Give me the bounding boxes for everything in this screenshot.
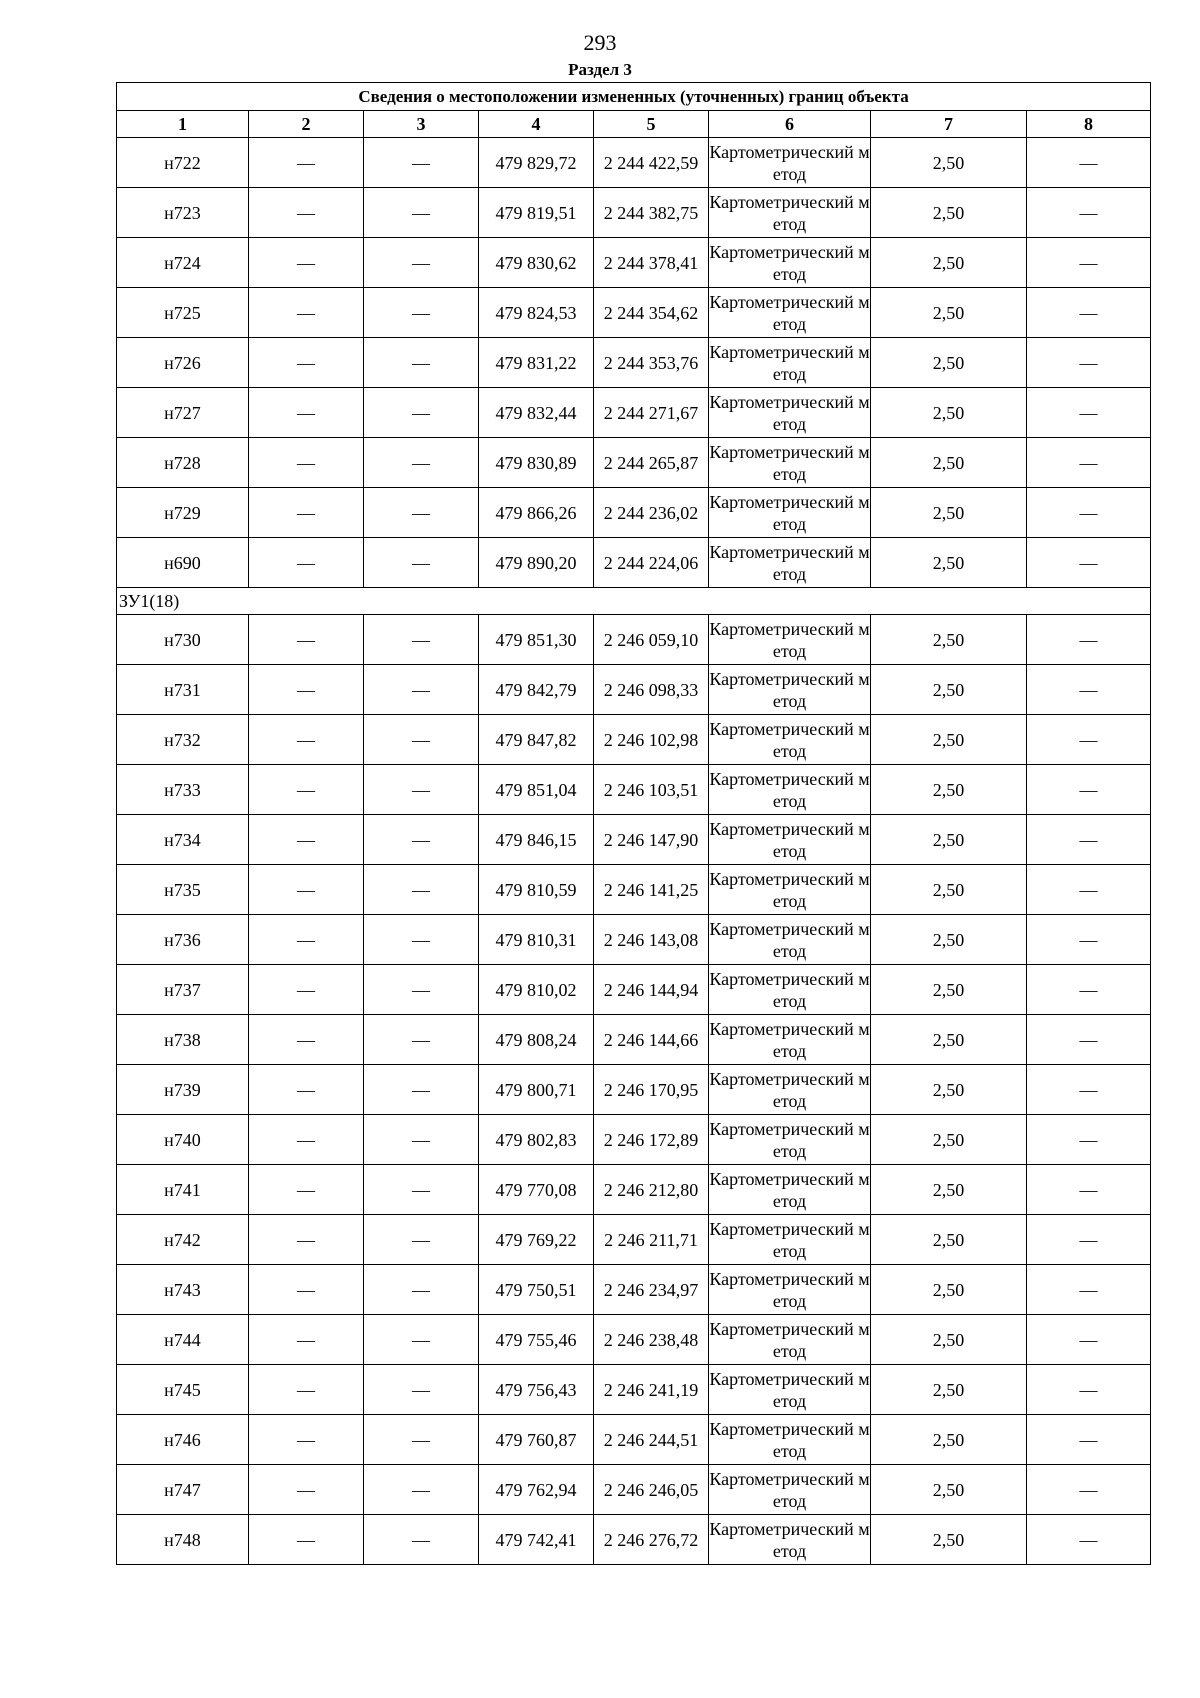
column-number: 3 <box>364 111 479 138</box>
accuracy-cell: 2,50 <box>871 1065 1027 1115</box>
column-3-cell: — <box>364 1065 479 1115</box>
y-coordinate-cell: 2 246 246,05 <box>594 1465 709 1515</box>
column-numbers-row <box>117 111 1151 138</box>
point-cell: н741 <box>117 1165 249 1215</box>
column-number: 7 <box>871 111 1027 138</box>
column-8-cell: — <box>1027 965 1151 1015</box>
method-cell: Картометрический метод <box>709 138 871 188</box>
accuracy-cell: 2,50 <box>871 1315 1027 1365</box>
point-cell: н747 <box>117 1465 249 1515</box>
column-3-cell: — <box>364 288 479 338</box>
x-coordinate-cell: 479 832,44 <box>479 388 594 438</box>
x-coordinate-cell: 479 769,22 <box>479 1215 594 1265</box>
accuracy-cell: 2,50 <box>871 965 1027 1015</box>
table-row <box>117 865 1151 915</box>
point-cell: н722 <box>117 138 249 188</box>
table-row <box>117 1165 1151 1215</box>
method-cell: Картометрический метод <box>709 865 871 915</box>
point-cell: н748 <box>117 1515 249 1565</box>
column-2-cell: — <box>249 1065 364 1115</box>
column-2-cell: — <box>249 238 364 288</box>
x-coordinate-cell: 479 851,30 <box>479 615 594 665</box>
column-number: 8 <box>1027 111 1151 138</box>
method-cell: Картометрический метод <box>709 188 871 238</box>
column-8-cell: — <box>1027 865 1151 915</box>
column-3-cell: — <box>364 715 479 765</box>
column-2-cell: — <box>249 665 364 715</box>
table-row <box>117 765 1151 815</box>
column-number: 1 <box>117 111 249 138</box>
method-cell: Картометрический метод <box>709 288 871 338</box>
accuracy-cell: 2,50 <box>871 1115 1027 1165</box>
y-coordinate-cell: 2 246 212,80 <box>594 1165 709 1215</box>
column-8-cell: — <box>1027 538 1151 588</box>
column-2-cell: — <box>249 538 364 588</box>
method-cell: Картометрический метод <box>709 1215 871 1265</box>
y-coordinate-cell: 2 244 422,59 <box>594 138 709 188</box>
column-3-cell: — <box>364 1015 479 1065</box>
x-coordinate-cell: 479 810,59 <box>479 865 594 915</box>
method-cell: Картометрический метод <box>709 1015 871 1065</box>
column-8-cell: — <box>1027 665 1151 715</box>
column-3-cell: — <box>364 238 479 288</box>
point-cell: н744 <box>117 1315 249 1365</box>
column-number: 6 <box>709 111 871 138</box>
column-3-cell: — <box>364 488 479 538</box>
table-row <box>117 665 1151 715</box>
table-row <box>117 815 1151 865</box>
column-2-cell: — <box>249 1415 364 1465</box>
method-cell: Картометрический метод <box>709 915 871 965</box>
x-coordinate-cell: 479 847,82 <box>479 715 594 765</box>
x-coordinate-cell: 479 824,53 <box>479 288 594 338</box>
column-8-cell: — <box>1027 1365 1151 1415</box>
column-8-cell: — <box>1027 138 1151 188</box>
point-cell: н730 <box>117 615 249 665</box>
point-cell: н736 <box>117 915 249 965</box>
accuracy-cell: 2,50 <box>871 488 1027 538</box>
table-row <box>117 1065 1151 1115</box>
point-cell: н723 <box>117 188 249 238</box>
table-row <box>117 615 1151 665</box>
column-8-cell: — <box>1027 615 1151 665</box>
method-cell: Картометрический метод <box>709 765 871 815</box>
method-cell: Картометрический метод <box>709 1115 871 1165</box>
y-coordinate-cell: 2 246 211,71 <box>594 1215 709 1265</box>
column-2-cell: — <box>249 1365 364 1415</box>
point-cell: н727 <box>117 388 249 438</box>
y-coordinate-cell: 2 246 170,95 <box>594 1065 709 1115</box>
column-8-cell: — <box>1027 1315 1151 1365</box>
y-coordinate-cell: 2 246 244,51 <box>594 1415 709 1465</box>
x-coordinate-cell: 479 830,62 <box>479 238 594 288</box>
accuracy-cell: 2,50 <box>871 188 1027 238</box>
y-coordinate-cell: 2 246 141,25 <box>594 865 709 915</box>
accuracy-cell: 2,50 <box>871 338 1027 388</box>
y-coordinate-cell: 2 246 144,66 <box>594 1015 709 1065</box>
table-row <box>117 338 1151 388</box>
column-2-cell: — <box>249 715 364 765</box>
x-coordinate-cell: 479 846,15 <box>479 815 594 865</box>
method-cell: Картометрический метод <box>709 1265 871 1315</box>
table-row <box>117 238 1151 288</box>
table-row <box>117 188 1151 238</box>
table-row <box>117 1015 1151 1065</box>
column-3-cell: — <box>364 538 479 588</box>
table-row <box>117 438 1151 488</box>
x-coordinate-cell: 479 866,26 <box>479 488 594 538</box>
accuracy-cell: 2,50 <box>871 138 1027 188</box>
coordinates-table <box>116 82 1151 1565</box>
point-cell: н733 <box>117 765 249 815</box>
point-cell: н729 <box>117 488 249 538</box>
method-cell: Картометрический метод <box>709 665 871 715</box>
column-8-cell: — <box>1027 488 1151 538</box>
point-cell: н738 <box>117 1015 249 1065</box>
column-8-cell: — <box>1027 815 1151 865</box>
point-cell: н725 <box>117 288 249 338</box>
y-coordinate-cell: 2 244 382,75 <box>594 188 709 238</box>
column-2-cell: — <box>249 188 364 238</box>
y-coordinate-cell: 2 246 102,98 <box>594 715 709 765</box>
method-cell: Картометрический метод <box>709 1315 871 1365</box>
column-3-cell: — <box>364 615 479 665</box>
x-coordinate-cell: 479 819,51 <box>479 188 594 238</box>
table-row <box>117 715 1151 765</box>
accuracy-cell: 2,50 <box>871 665 1027 715</box>
table-row <box>117 538 1151 588</box>
y-coordinate-cell: 2 246 276,72 <box>594 1515 709 1565</box>
column-2-cell: — <box>249 388 364 438</box>
point-cell: н739 <box>117 1065 249 1115</box>
column-2-cell: — <box>249 1015 364 1065</box>
y-coordinate-cell: 2 244 378,41 <box>594 238 709 288</box>
accuracy-cell: 2,50 <box>871 765 1027 815</box>
column-8-cell: — <box>1027 238 1151 288</box>
column-8-cell: — <box>1027 1065 1151 1115</box>
point-cell: н726 <box>117 338 249 388</box>
column-8-cell: — <box>1027 765 1151 815</box>
column-3-cell: — <box>364 1165 479 1215</box>
accuracy-cell: 2,50 <box>871 1465 1027 1515</box>
method-cell: Картометрический метод <box>709 338 871 388</box>
method-cell: Картометрический метод <box>709 1465 871 1515</box>
table-row <box>117 915 1151 965</box>
y-coordinate-cell: 2 246 144,94 <box>594 965 709 1015</box>
column-2-cell: — <box>249 1215 364 1265</box>
column-8-cell: — <box>1027 338 1151 388</box>
column-2-cell: — <box>249 815 364 865</box>
column-8-cell: — <box>1027 188 1151 238</box>
column-3-cell: — <box>364 1115 479 1165</box>
column-3-cell: — <box>364 138 479 188</box>
table-row <box>117 1515 1151 1565</box>
accuracy-cell: 2,50 <box>871 1515 1027 1565</box>
accuracy-cell: 2,50 <box>871 865 1027 915</box>
point-cell: н737 <box>117 965 249 1015</box>
x-coordinate-cell: 479 742,41 <box>479 1515 594 1565</box>
y-coordinate-cell: 2 246 241,19 <box>594 1365 709 1415</box>
table-row <box>117 1415 1151 1465</box>
table-row <box>117 1365 1151 1415</box>
column-3-cell: — <box>364 815 479 865</box>
x-coordinate-cell: 479 802,83 <box>479 1115 594 1165</box>
column-3-cell: — <box>364 1265 479 1315</box>
accuracy-cell: 2,50 <box>871 1165 1027 1215</box>
accuracy-cell: 2,50 <box>871 288 1027 338</box>
column-8-cell: — <box>1027 1415 1151 1465</box>
point-cell: н740 <box>117 1115 249 1165</box>
y-coordinate-cell: 2 246 098,33 <box>594 665 709 715</box>
column-8-cell: — <box>1027 1515 1151 1565</box>
page-number: 293 <box>583 30 617 55</box>
column-number: 5 <box>594 111 709 138</box>
table-caption-row <box>117 83 1151 111</box>
method-cell: Картометрический метод <box>709 238 871 288</box>
x-coordinate-cell: 479 770,08 <box>479 1165 594 1215</box>
accuracy-cell: 2,50 <box>871 538 1027 588</box>
table-row <box>117 488 1151 538</box>
table-row <box>117 288 1151 338</box>
x-coordinate-cell: 479 831,22 <box>479 338 594 388</box>
column-3-cell: — <box>364 1365 479 1415</box>
point-cell: н735 <box>117 865 249 915</box>
column-8-cell: — <box>1027 438 1151 488</box>
column-8-cell: — <box>1027 1265 1151 1315</box>
table-row <box>117 1115 1151 1165</box>
method-cell: Картометрический метод <box>709 815 871 865</box>
method-cell: Картометрический метод <box>709 538 871 588</box>
x-coordinate-cell: 479 750,51 <box>479 1265 594 1315</box>
column-3-cell: — <box>364 1515 479 1565</box>
column-3-cell: — <box>364 388 479 438</box>
column-2-cell: — <box>249 915 364 965</box>
x-coordinate-cell: 479 755,46 <box>479 1315 594 1365</box>
column-8-cell: — <box>1027 1215 1151 1265</box>
y-coordinate-cell: 2 246 059,10 <box>594 615 709 665</box>
column-2-cell: — <box>249 765 364 815</box>
point-cell: н742 <box>117 1215 249 1265</box>
section-title: Раздел 3 <box>568 60 632 79</box>
y-coordinate-cell: 2 244 265,87 <box>594 438 709 488</box>
column-8-cell: — <box>1027 288 1151 338</box>
column-2-cell: — <box>249 438 364 488</box>
point-cell: н743 <box>117 1265 249 1315</box>
table-row <box>117 1465 1151 1515</box>
x-coordinate-cell: 479 842,79 <box>479 665 594 715</box>
column-2-cell: — <box>249 488 364 538</box>
point-cell: н728 <box>117 438 249 488</box>
y-coordinate-cell: 2 246 143,08 <box>594 915 709 965</box>
method-cell: Картометрический метод <box>709 438 871 488</box>
point-cell: н724 <box>117 238 249 288</box>
column-2-cell: — <box>249 615 364 665</box>
column-2-cell: — <box>249 965 364 1015</box>
accuracy-cell: 2,50 <box>871 1015 1027 1065</box>
column-8-cell: — <box>1027 1015 1151 1065</box>
x-coordinate-cell: 479 890,20 <box>479 538 594 588</box>
method-cell: Картометрический метод <box>709 1415 871 1465</box>
method-cell: Картометрический метод <box>709 388 871 438</box>
column-2-cell: — <box>249 1515 364 1565</box>
accuracy-cell: 2,50 <box>871 1265 1027 1315</box>
column-2-cell: — <box>249 1315 364 1365</box>
y-coordinate-cell: 2 246 234,97 <box>594 1265 709 1315</box>
group-row <box>117 588 1151 615</box>
x-coordinate-cell: 479 762,94 <box>479 1465 594 1515</box>
column-2-cell: — <box>249 338 364 388</box>
y-coordinate-cell: 2 244 236,02 <box>594 488 709 538</box>
column-number: 2 <box>249 111 364 138</box>
method-cell: Картометрический метод <box>709 615 871 665</box>
point-cell: н734 <box>117 815 249 865</box>
accuracy-cell: 2,50 <box>871 715 1027 765</box>
accuracy-cell: 2,50 <box>871 1415 1027 1465</box>
method-cell: Картометрический метод <box>709 1065 871 1115</box>
y-coordinate-cell: 2 246 103,51 <box>594 765 709 815</box>
x-coordinate-cell: 479 760,87 <box>479 1415 594 1465</box>
x-coordinate-cell: 479 810,02 <box>479 965 594 1015</box>
point-cell: н731 <box>117 665 249 715</box>
method-cell: Картометрический метод <box>709 488 871 538</box>
table-row <box>117 1215 1151 1265</box>
column-3-cell: — <box>364 188 479 238</box>
column-2-cell: — <box>249 1465 364 1515</box>
x-coordinate-cell: 479 810,31 <box>479 915 594 965</box>
column-3-cell: — <box>364 765 479 815</box>
method-cell: Картометрический метод <box>709 715 871 765</box>
column-8-cell: — <box>1027 1165 1151 1215</box>
y-coordinate-cell: 2 246 147,90 <box>594 815 709 865</box>
point-cell: н745 <box>117 1365 249 1415</box>
point-cell: н690 <box>117 538 249 588</box>
table-row <box>117 1265 1151 1315</box>
column-3-cell: — <box>364 665 479 715</box>
accuracy-cell: 2,50 <box>871 388 1027 438</box>
column-2-cell: — <box>249 865 364 915</box>
accuracy-cell: 2,50 <box>871 815 1027 865</box>
column-2-cell: — <box>249 138 364 188</box>
y-coordinate-cell: 2 246 238,48 <box>594 1315 709 1365</box>
column-2-cell: — <box>249 1165 364 1215</box>
column-3-cell: — <box>364 438 479 488</box>
accuracy-cell: 2,50 <box>871 915 1027 965</box>
accuracy-cell: 2,50 <box>871 438 1027 488</box>
table-row <box>117 1315 1151 1365</box>
y-coordinate-cell: 2 244 224,06 <box>594 538 709 588</box>
column-2-cell: — <box>249 288 364 338</box>
x-coordinate-cell: 479 829,72 <box>479 138 594 188</box>
column-8-cell: — <box>1027 1465 1151 1515</box>
column-2-cell: — <box>249 1265 364 1315</box>
column-3-cell: — <box>364 1315 479 1365</box>
accuracy-cell: 2,50 <box>871 1215 1027 1265</box>
x-coordinate-cell: 479 756,43 <box>479 1365 594 1415</box>
y-coordinate-cell: 2 244 271,67 <box>594 388 709 438</box>
column-8-cell: — <box>1027 388 1151 438</box>
x-coordinate-cell: 479 808,24 <box>479 1015 594 1065</box>
method-cell: Картометрический метод <box>709 1365 871 1415</box>
accuracy-cell: 2,50 <box>871 238 1027 288</box>
column-3-cell: — <box>364 1415 479 1465</box>
table-row <box>117 388 1151 438</box>
accuracy-cell: 2,50 <box>871 1365 1027 1415</box>
method-cell: Картометрический метод <box>709 965 871 1015</box>
table-caption: Сведения о местоположении измененных (уточненных) границ объекта <box>117 83 1151 111</box>
group-label: ЗУ1(18) <box>117 588 1151 615</box>
column-8-cell: — <box>1027 1115 1151 1165</box>
method-cell: Картометрический метод <box>709 1165 871 1215</box>
y-coordinate-cell: 2 244 354,62 <box>594 288 709 338</box>
point-cell: н746 <box>117 1415 249 1465</box>
x-coordinate-cell: 479 800,71 <box>479 1065 594 1115</box>
column-3-cell: — <box>364 1215 479 1265</box>
y-coordinate-cell: 2 246 172,89 <box>594 1115 709 1165</box>
column-number: 4 <box>479 111 594 138</box>
table-row <box>117 138 1151 188</box>
column-3-cell: — <box>364 338 479 388</box>
x-coordinate-cell: 479 851,04 <box>479 765 594 815</box>
y-coordinate-cell: 2 244 353,76 <box>594 338 709 388</box>
column-8-cell: — <box>1027 915 1151 965</box>
column-8-cell: — <box>1027 715 1151 765</box>
column-2-cell: — <box>249 1115 364 1165</box>
column-3-cell: — <box>364 965 479 1015</box>
point-cell: н732 <box>117 715 249 765</box>
column-3-cell: — <box>364 915 479 965</box>
table-row <box>117 965 1151 1015</box>
column-3-cell: — <box>364 1465 479 1515</box>
method-cell: Картометрический метод <box>709 1515 871 1565</box>
accuracy-cell: 2,50 <box>871 615 1027 665</box>
column-3-cell: — <box>364 865 479 915</box>
x-coordinate-cell: 479 830,89 <box>479 438 594 488</box>
